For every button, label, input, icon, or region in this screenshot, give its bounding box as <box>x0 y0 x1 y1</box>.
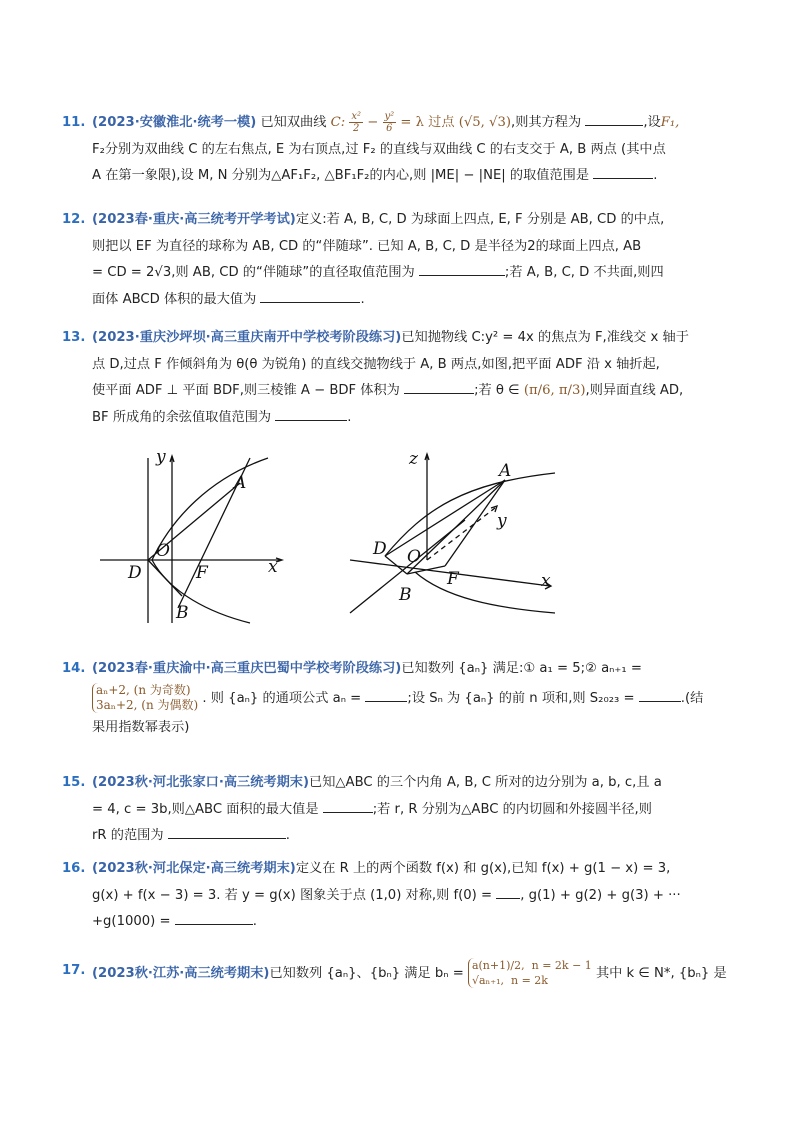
problem-number: 11. <box>62 115 86 130</box>
label-O: O <box>156 541 170 561</box>
problem-source: (2023春·重庆·高三统考开学考试) <box>92 212 296 227</box>
label-A: A <box>234 473 247 493</box>
label-D: D <box>128 563 142 583</box>
answer-blank[interactable] <box>175 910 253 925</box>
problem-16: 16. (2023秋·河北保定·高三统考期末)定义在 R 上的两个函数 f(x) 和 g(x),已知 f(x) + g(1 − x) = 3, g(x) + f(x − 3) = 3. 若 y = g(x) 图象关于点 (1,0) 对称,则 f(0) = , g(1) + g(2) + g(3) + ··· +g(1000) = . <box>92 856 732 936</box>
problem-number: 13. <box>62 330 86 345</box>
problem-source: (2023春·重庆渝中·高三重庆巴蜀中学校考阶段练习) <box>92 661 402 676</box>
label-F: F <box>196 563 208 583</box>
label-y: y <box>156 448 166 467</box>
answer-blank[interactable] <box>585 111 643 126</box>
label-B: B <box>176 603 189 623</box>
problem-number: 16. <box>62 861 86 876</box>
problem-source: (2023秋·河北张家口·高三统考期末) <box>92 775 310 790</box>
fraction: $\frac{\text{x²}}{2}$ <box>351 110 362 134</box>
problem-source: (2023·安徽淮北·统考一模) <box>92 115 257 130</box>
label-x: x <box>268 557 278 577</box>
answer-blank[interactable] <box>275 406 347 421</box>
line-BA <box>407 480 505 574</box>
problem-number: 17. <box>62 963 86 978</box>
answer-blank[interactable] <box>419 261 505 276</box>
problem-number: 12. <box>62 212 86 227</box>
problem-17: 17. (2023秋·江苏·高三统考期末)已知数列 {aₙ}、{bₙ} 满足 bₙ = a(n+1)/2, n = 2k − 1 √aₙ₊₁, n = 2k 其中 k ∈ N*, {bₙ} 是 <box>62 959 727 987</box>
answer-blank[interactable] <box>639 687 681 702</box>
problem-number: 15. <box>62 775 86 790</box>
piecewise: a(n+1)/2, n = 2k − 1 √aₙ₊₁, n = 2k <box>468 958 592 988</box>
line-DB <box>148 560 182 596</box>
answer-blank[interactable] <box>260 288 360 303</box>
problem-11: 11. (2023·安徽淮北·统考一模) 已知双曲线 C: $\frac{\text{x²}}{2}$ − $\frac{\text{y²}}{6}$ = λ 过点 (√5, √3),则其方程为 ,设F₁, F₂分别为双曲线 C 的左右焦点, E 为右顶点,过 F₂ 的直线与双曲线 C 的右支交于 A, B 两点 (其中点 A 在第一象限),设 M, N 分别为△AF₁F₂, △BF₁F₂的内心,则 |ME| − |NE| 的取值范围是 . <box>62 110 680 183</box>
problem-number: 14. <box>62 661 86 676</box>
label-F: F <box>447 569 459 589</box>
problem-source: (2023·重庆沙坪坝·高三重庆南开中学校考阶段练习) <box>92 330 402 345</box>
answer-blank[interactable] <box>496 884 520 899</box>
answer-blank[interactable] <box>323 798 373 813</box>
answer-blank[interactable] <box>365 687 407 702</box>
label-z: z <box>409 449 418 469</box>
y-axis <box>427 508 495 560</box>
problem-15: 15. (2023秋·河北张家口·高三统考期末)已知△ABC 的三个内角 A, B, C 所对的边分别为 a, b, c,且 a = 4, c = 3b,则△ABC 面积的最大值是 ;若 r, R 分别为△ABC 的内切圆和外接圆半径,则 rR 的范围为 . <box>92 770 732 850</box>
label-A: A <box>499 461 512 481</box>
label-y: y <box>497 511 507 531</box>
problem-source: (2023秋·江苏·高三统考期末) <box>92 966 270 981</box>
line-DA <box>385 480 505 556</box>
label-D: D <box>373 539 387 559</box>
answer-blank[interactable] <box>593 164 653 179</box>
label-x: x <box>541 571 551 591</box>
piecewise: aₙ+2, (n 为奇数) 3aₙ+2, (n 为偶数) <box>92 683 198 713</box>
answer-blank[interactable] <box>168 824 286 839</box>
problem-14: 14. (2023春·重庆渝中·高三重庆巴蜀中学校考阶段练习)已知数列 {aₙ} 满足:① a₁ = 5;② aₙ₊₁ = aₙ+2, (n 为奇数) 3aₙ+2, (n 为偶数) . 则 {aₙ} 的通项公式 aₙ = ;设 Sₙ 为 {aₙ} 的前 n 项和,则 S₂₀₂₃ = .(结 果用指数幂表示) <box>92 656 732 741</box>
label-O: O <box>407 547 421 567</box>
fraction: $\frac{\text{y²}}{6}$ <box>384 110 395 134</box>
line-FA <box>445 480 505 566</box>
problem-source: (2023秋·河北保定·高三统考期末) <box>92 861 296 876</box>
answer-blank[interactable] <box>404 379 474 394</box>
problem-13: 13. (2023·重庆沙坪坝·高三重庆南开中学校考阶段练习)已知抛物线 C:y² = 4x 的焦点为 F,准线交 x 轴于 点 D,过点 F 作倾斜角为 θ(θ 为锐角) 的直线交抛物线于 A, B 两点,如图,把平面 ADF 沿 x 轴折起, 使平面 ADF ⊥ 平面 BDF,则三棱锥 A − BDF 体积为 ;若 θ ∈ (π/6, π/3),则异面直线 AD, BF 所成角的余弦值取值范围为 . <box>92 325 732 431</box>
problem-12: 12. (2023春·重庆·高三统考开学考试)定义:若 A, B, C, D 为球面上四点, E, F 分别是 AB, CD 的中点, 则把以 EF 为直径的球称为 AB, CD 的“伴随球”. 已知 A, B, C, D 是半径为2的球面上四点, AB = CD = 2√3,则 AB, CD 的“伴随球”的直径取值范围为 ;若 A, B, C, D 不共面,则四 面体 ABCD 体积的最大值为 . <box>92 207 732 313</box>
figure-folded-3d <box>345 448 575 623</box>
label-B: B <box>399 585 412 605</box>
line-BF <box>407 566 445 574</box>
upper-curve <box>385 473 555 556</box>
figure-parabola-plane <box>100 448 300 628</box>
